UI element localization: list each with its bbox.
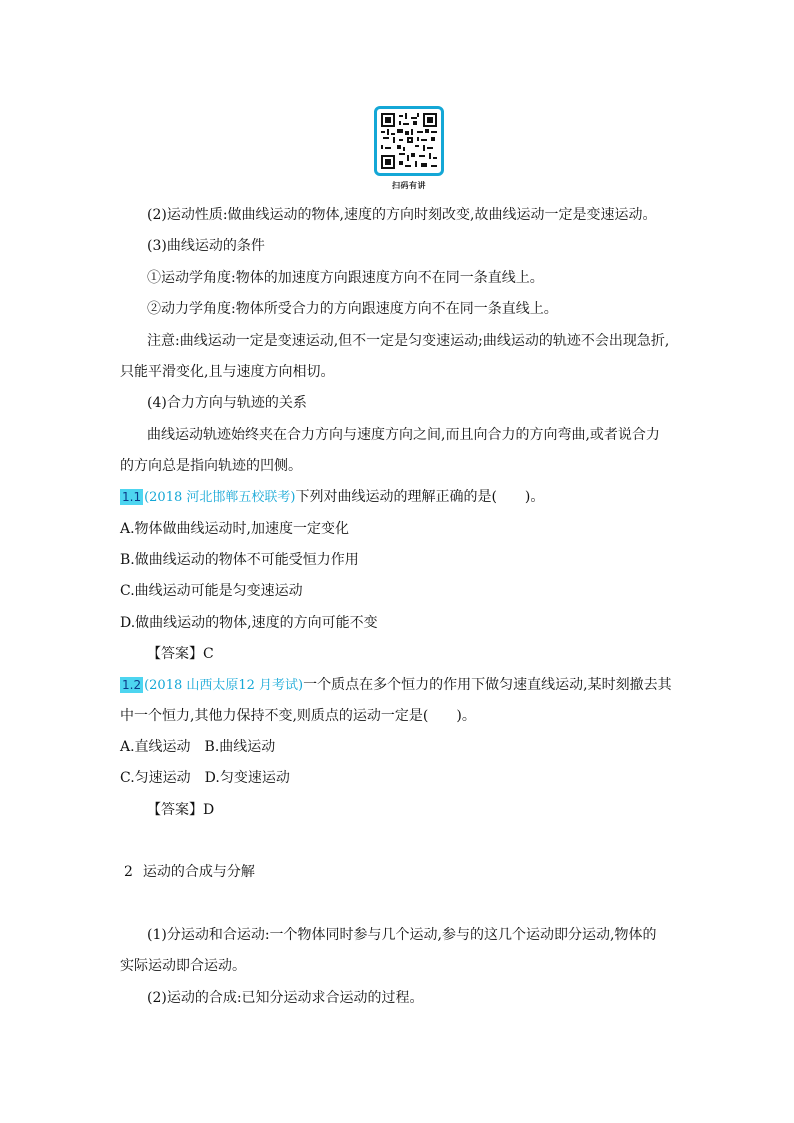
question-1-option-c: C.曲线运动可能是匀变速运动 <box>120 583 303 599</box>
section-number: 2 <box>124 864 133 880</box>
paragraph-force-trajectory-heading: (4)合力方向与轨迹的关系 <box>147 395 307 411</box>
question-1-option-d: D.做曲线运动的物体,速度的方向可能不变 <box>120 615 378 631</box>
question-2-answer <box>147 800 214 820</box>
question-number-badge: 1.1 <box>122 490 142 504</box>
qr-code-icon <box>381 113 437 169</box>
section-2-heading <box>124 862 255 882</box>
paragraph-kinematics-angle: ①运动学角度:物体的加速度方向跟速度方向不在同一条直线上。 <box>147 270 544 286</box>
section-title: 运动的合成与分解 <box>142 864 255 880</box>
answer-value: C <box>203 646 214 662</box>
question-1-option-b: B.做曲线运动的物体不可能受恒力作用 <box>120 552 359 568</box>
paragraph-note-line1: 注意:曲线运动一定是变速运动,但不一定是匀变速运动;曲线运动的轨迹不会出现急折, <box>147 333 670 349</box>
question-2-stem-line2: 中一个恒力,其他力保持不变,则质点的运动一定是( )。 <box>120 708 476 724</box>
paragraph-force-trajectory-line1: 曲线运动轨迹始终夹在合力方向与速度方向之间,而且向合力的方向弯曲,或者说合力 <box>147 427 660 443</box>
question-text: 一个质点在多个恒力的作用下做匀速直线运动,某时刻撤去其 <box>303 677 672 693</box>
question-source: (2018 河北邯郸五校联考) <box>144 490 296 505</box>
question-2-options-row2: C.匀速运动 D.匀变速运动 <box>120 770 290 786</box>
question-1-option-a: A.物体做曲线运动时,加速度一定变化 <box>120 521 350 537</box>
section-2-paragraph-2: (2)运动的合成:已知分运动求合运动的过程。 <box>147 990 424 1006</box>
paragraph-note-line2: 只能平滑变化,且与速度方向相切。 <box>120 364 335 380</box>
paragraph-force-trajectory-line2: 的方向总是指向轨迹的凹侧。 <box>120 458 302 474</box>
question-1-answer <box>147 644 214 664</box>
qr-code-block[interactable] <box>373 106 445 191</box>
qr-code[interactable] <box>374 106 444 176</box>
answer-value: D <box>203 802 215 818</box>
question-number-badge: 1.2 <box>122 678 142 692</box>
paragraph-curve-conditions-heading: (3)曲线运动的条件 <box>147 238 265 254</box>
question-2-options-row1: A.直线运动 B.曲线运动 <box>120 739 276 755</box>
paragraph-motion-nature: (2)运动性质:做曲线运动的物体,速度的方向时刻改变,故曲线运动一定是变速运动。 <box>147 207 657 223</box>
paragraph-dynamics-angle: ②动力学角度:物体所受合力的方向跟速度方向不在同一条直线上。 <box>147 301 558 317</box>
question-2-stem-line1 <box>120 675 672 696</box>
answer-label: 【答案】 <box>147 646 203 662</box>
qr-caption: 扫码有讲 <box>392 181 426 190</box>
section-2-paragraph-1-line2: 实际运动即合运动。 <box>120 958 246 974</box>
question-1-stem <box>120 487 544 508</box>
question-text: 下列对曲线运动的理解正确的是( )。 <box>295 489 545 505</box>
answer-label: 【答案】 <box>147 802 203 818</box>
section-2-paragraph-1-line1: (1)分运动和合运动:一个物体同时参与几个运动,参与的这几个运动即分运动,物体的 <box>147 927 657 943</box>
question-source: (2018 山西太原12 月考试) <box>144 678 304 693</box>
